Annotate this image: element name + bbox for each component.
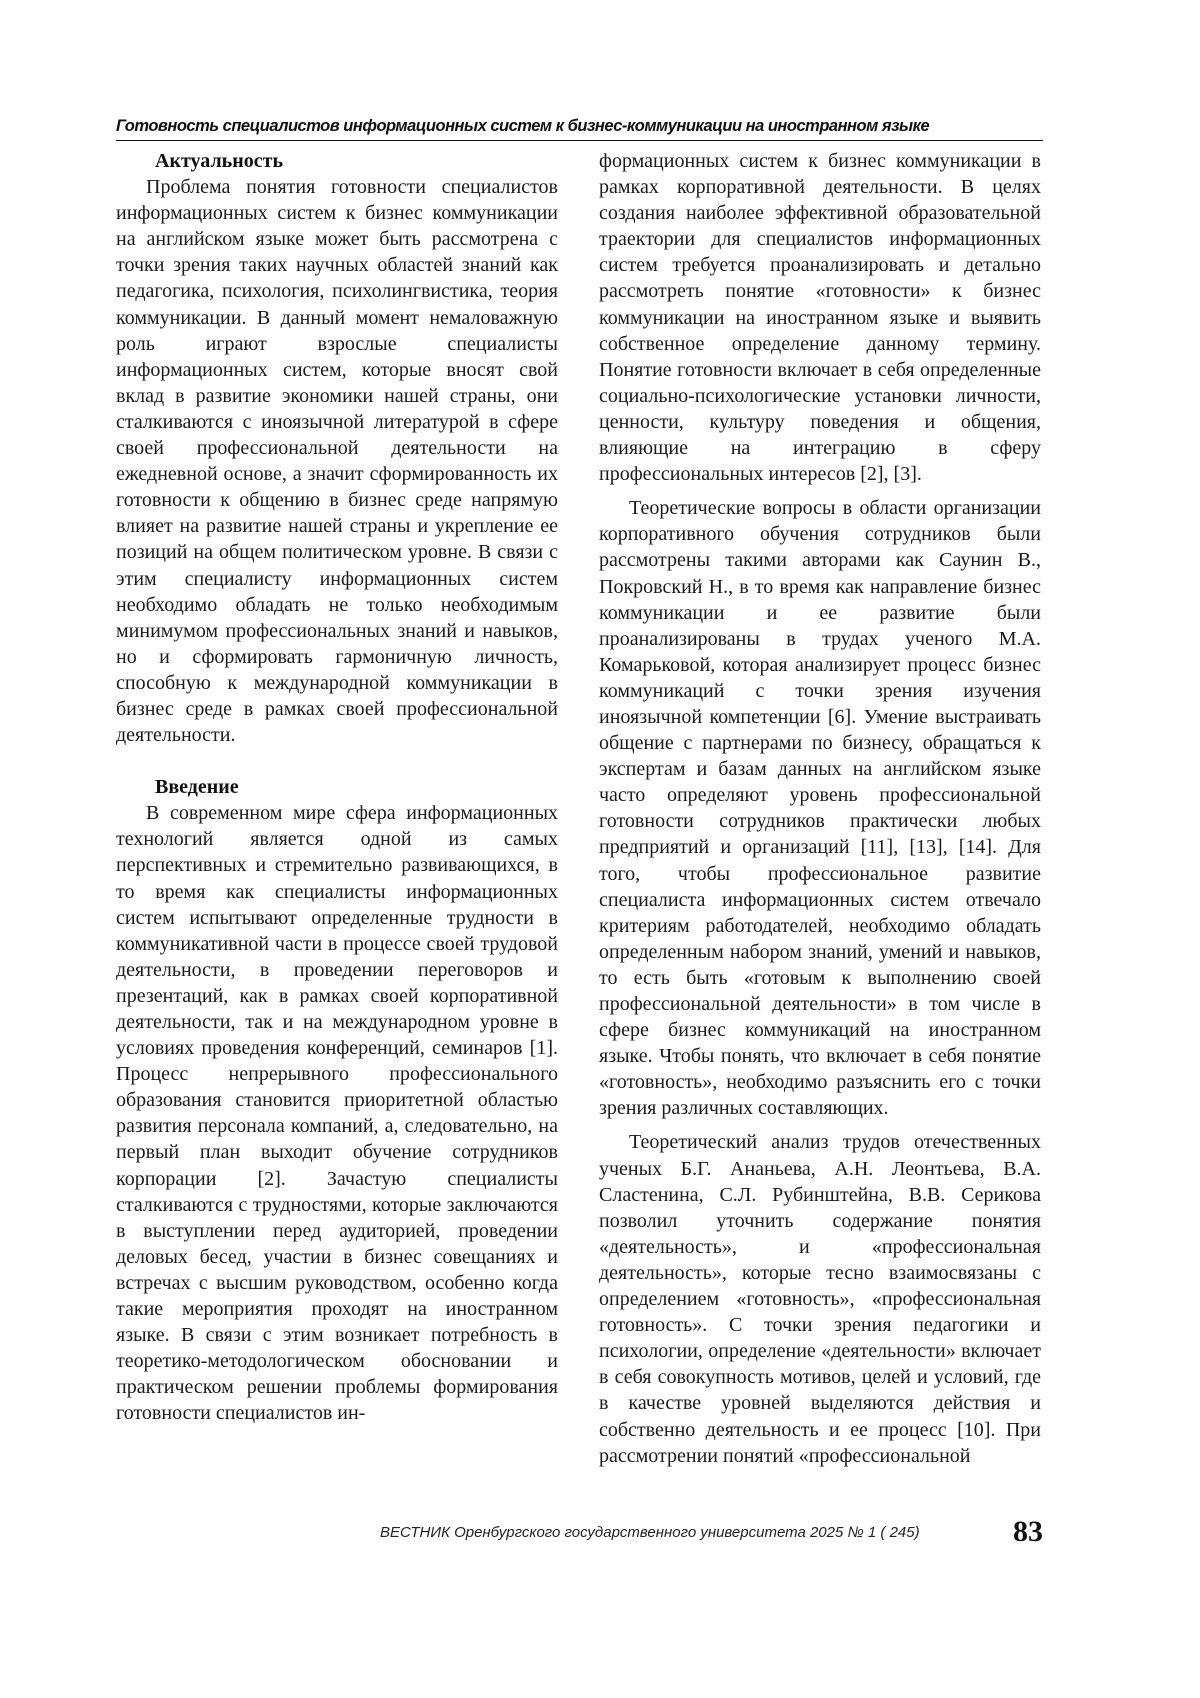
section-heading-introduction: Введение [155, 776, 239, 799]
page-footer [380, 1515, 1043, 1549]
running-title: Готовность специалистов информационных систем к бизнес-коммуникации на иностранном языке [116, 117, 1043, 141]
right-column [599, 148, 1041, 1469]
left-column [116, 148, 558, 1427]
journal-title: ВЕСТНИК Оренбургского государственного университета 2025 № 1 ( 245) [380, 1524, 920, 1541]
paragraph-introduction: В современном мире сфера информационных технологий является одной из самых перспективных и стремительно развивающихся, в то время как специалисты информационных систем испытывают определенные трудности в коммуникативной части в процессе своей трудовой деятельности, в проведении переговоров и презентаций, как в рамках своей корпоративной деятельности, так и на международном уровне в условиях проведения конференций, семинаров [1]. Процесс непрерывного профессионального образования становится приоритетной областью развития персонала компаний, а, следовательно, на первый план выходит обучение сотрудников корпорации [2]. Зачастую специалисты сталкиваются с трудностями, которые заключаются в выступлении перед аудиторией, проведении деловых бесед, участии в бизнес совещаниях и встречах с высшим руководством, особенно когда такие мероприятия проходят на иностранном языке. В связи с этим возникает потребность в теоретико-методологическом обосновании и практическом решении проблемы формирования готовности специалистов ин- [116, 802, 558, 1425]
page-number: 83 [1013, 1515, 1043, 1548]
section-heading-relevance: Актуальность [155, 150, 284, 172]
paragraph-continued: формационных систем к бизнес коммуникации в рамках корпоративной деятельности. В целях создания наиболее эффективной образовательной траектории для специалистов информационных систем требуется проанализировать и детально рассмотреть понятие «готовности» к бизнес коммуникации на иностранном языке и выявить собственное определение данному термину. Понятие готовности включает в себя определенные социально-психологические установки личности, ценности, культуру поведения и общения, влияющие на интеграцию в сферу профессиональных интересов [2], [3]. [599, 150, 1041, 486]
paragraph-theoretical-questions: Теоретические вопросы в области организации корпоративного обучения сотрудников были рассмотрены такими авторами как Саунин В., Покровский Н., в то время как направление бизнес коммуникации и ее развитие были проанализированы в трудах ученого М.А. Комарьковой, которая анализирует процесс бизнес коммуникаций с точки зрения изучения иноязычной компетенции [6]. Умение выстраивать общение с партнерами по бизнесу, обращаться к экспертам и базам данных на английском языке часто определяют уровень профессиональной готовности сотрудников практически любых предприятий и организаций [11], [13], [14]. Для того, чтобы профессиональное развитие специалиста информационных систем отвечало критериям работодателей, необходимо обладать определенным набором знаний, умений и навыков, то есть быть «готовым к выполнению своей профессиональной деятельности» в том числе в сфере бизнес коммуникаций на иностранном языке. Чтобы понять, что включает в себя понятие «готовность», необходимо разъяснить его с точки зрения различных составляющих. [599, 497, 1041, 1120]
paragraph-theoretical-analysis: Теоретический анализ трудов отечественных ученых Б.Г. Ананьева, А.Н. Леонтьева, В.А. Сластенина, С.Л. Рубинштейна, В.В. Серикова позволил уточнить содержание понятия «деятельность», и «профессиональная деятельность», которые тесно взаимосвязаны с определением «готовность», «профессиональная готовность». С точки зрения педагогики и психологии, определение «деятельности» включает в себя совокупность мотивов, целей и условий, где в качестве уровней выделяются действия и собственно деятельность и ее процесс [10]. При рассмотрении понятий «профессиональной [599, 1131, 1041, 1467]
paragraph-relevance: Проблема понятия готовности специалистов информационных систем к бизнес коммуникации на английском языке может быть рассмотрена с точки зрения таких научных областей знаний как педагогика, психология, психолингвистика, теория коммуникации. В данный момент немаловажную роль играют взрослые специалисты информационных систем, которые вносят свой вклад в развитие экономики нашей страны, они сталкиваются с иноязычной литературой в сфере своей профессиональной деятельности на ежедневной основе, а значит сформированность их готовности к общению в бизнес среде напрямую влияет на развитие нашей страны и укрепление ее позиций на общем политическом уровне. В связи с этим специалисту информационных систем необходимо обладать не только необходимым минимумом профессиональных знаний и навыков, но и сформировать гармоничную личность, способную к международной коммуникации в бизнес среде в рамках своей профессиональной деятельности. [116, 176, 558, 747]
